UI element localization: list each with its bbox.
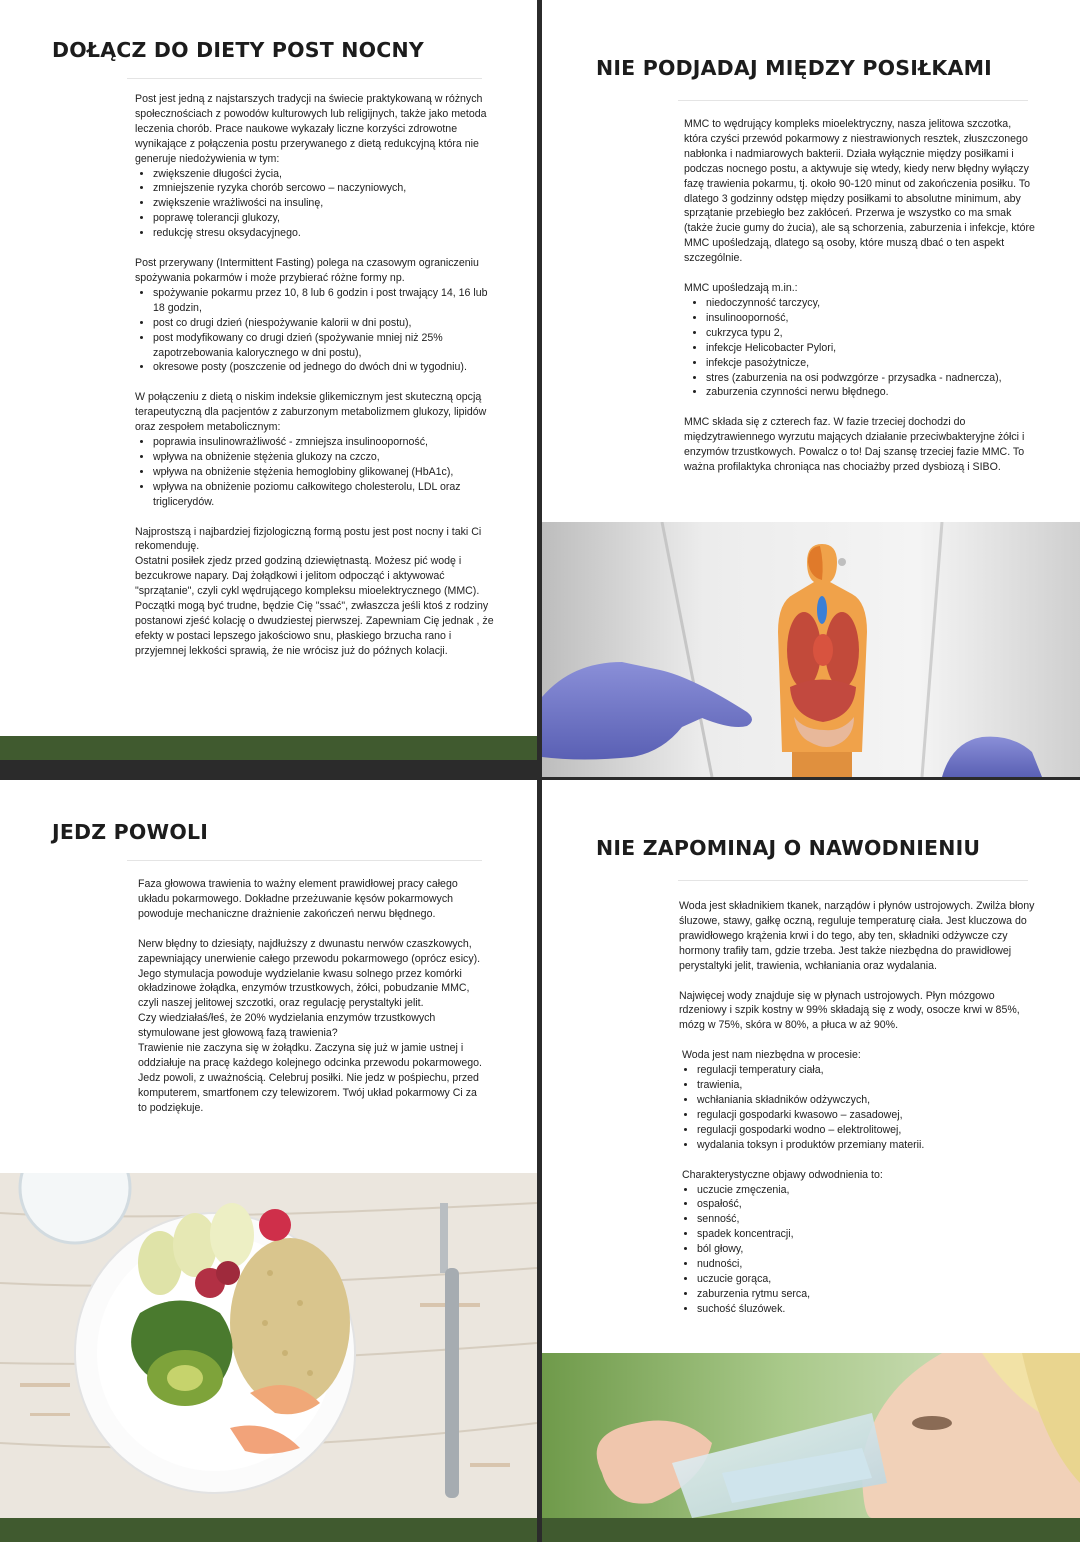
list-item: • okresowe posty (poszczenie od jednego do dwóch dni w tygodniu). [153, 360, 495, 375]
list-item: • regulacji temperatury ciała, [697, 1063, 1039, 1078]
list-item: • nudności, [697, 1257, 1039, 1272]
list-item: • post co drugi dzień (niespożywanie kalorii w dni postu), [153, 316, 495, 331]
gi-effects-list [135, 435, 495, 510]
paragraph: MMC to wędrujący kompleks mioelektryczny, nasza jelitowa szczotka, która czyści przewód pokarmowy z niestrawionych resztek, złuszczonego nabłonka i nadmiarowych bakterii. Działa wyłącznie między posiłkami i podczas nocnego postu, a aktywuje się wtedy, kiedy nerw błędny wyłączy fazę trawienia pokarmu, tj. około 90-120 minut od zakończenia posiłku. To dlatego 3 godzinny odstęp między posiłkami to absolutne minimum, aby sprzątanie przebiegło bez zakłóceń. Przerwa je wszystko co ma smak (także żucie gumy do żucia), ale są schorzenia, zaburzenia i infekcje, które MMC upośledzają, dlatego są osoby, które muszą dbać o ten aspekt szczególnie. [684, 118, 1035, 265]
paragraph: Nerw błędny to dziesiąty, najdłuższy z dwunastu nerwów czaszkowych, zapewniający unerwienie całego przewodu pokarmowego (oprócz esicy). Jego stymulacja powoduje wydzielanie kwasu solnego przez komórki okładzinowe żołądka, enzymów trzustkowych, żółci, pobudzanie MMC, czyli naszej jelitowej szczotki, oraz regulację perystaltyki jelit. [138, 937, 481, 1010]
list-item: • cukrzyca typu 2, [706, 326, 1036, 341]
list-item: • wpływa na obniżenie poziomu całkowitego cholesterolu, LDL oraz triglicerydów. [153, 480, 495, 510]
title-divider [678, 100, 1028, 101]
paragraph: Faza głowowa trawienia to ważny element prawidłowej pracy całego układu pokarmowego. Dokładne przeżuwanie kęsów pokarmowych powoduje mechaniczne drażnienie zakończeń nerwu błędnego. [138, 878, 458, 920]
page-title: JEDZ POWOLI [52, 820, 209, 844]
article-body [135, 92, 495, 659]
paragraph: Jedz powoli, z uważnością. Celebruj posiłki. Nie jedz w pośpiechu, przed komputerem, smartfonem czy telewizorem. Twój układ pokarmowy Ci za to podziękuje. [138, 1071, 479, 1114]
list-item: • zaburzenia rytmu serca, [697, 1287, 1039, 1302]
paragraph: Post jest jedną z najstarszych tradycji na świecie praktykowaną w różnych społecznościach z powodów kulturowych lub religijnych, także jako metoda leczenia chorób. Prace naukowe wykazały liczne korzyści zdrowotne wynikające z połączenia postu przerywanego z dietą redukcyjną która nie generuje niedożywienia w tym: [135, 93, 487, 165]
list-item: • poprawę tolerancji glukozy, [153, 211, 495, 226]
drinking-water-photo [542, 1353, 1080, 1518]
list-item: • zwiększenie wrażliwości na insulinę, [153, 196, 495, 211]
article-body [679, 899, 1039, 1317]
list-item: • zmniejszenie ryzyka chorób sercowo – naczyniowych, [153, 181, 495, 196]
anatomy-model-photo [542, 522, 1080, 777]
list-item: • senność, [697, 1212, 1039, 1227]
list-item: • redukcję stresu oksydacyjnego. [153, 226, 495, 241]
page-title: NIE PODJADAJ MIĘDZY POSIŁKAMI [596, 56, 993, 80]
healthy-meal-photo [0, 1173, 537, 1518]
list-item: • wydalania toksyn i produktów przemiany materii. [697, 1138, 1039, 1153]
page-hydration [542, 780, 1080, 1542]
benefits-list [135, 167, 495, 242]
list-item: • trawienia, [697, 1078, 1039, 1093]
list-item: • ból głowy, [697, 1242, 1039, 1257]
list-item: • suchość śluzówek. [697, 1302, 1039, 1317]
list-item: • ospałość, [697, 1197, 1039, 1212]
article-body [138, 877, 488, 1116]
footer-bar [0, 1518, 537, 1542]
paragraph: Woda jest nam niezbędna w procesie: [682, 1049, 861, 1062]
paragraph: Post przerywany (Intermittent Fasting) polega na czasowym ograniczeniu spożywania pokarmów i może przybierać różne formy np. [135, 257, 479, 284]
list-item: • spadek koncentracji, [697, 1227, 1039, 1242]
list-item: • stres (zaburzenia na osi podwzgórze - przysadka - nadnercza), [706, 371, 1036, 386]
paragraph: Woda jest składnikiem tkanek, narządów i płynów ustrojowych. Zwilża błony śluzowe, stawy, gałkę oczną, reguluje temperaturę ciała. Jest kluczowa do prawidłowego krążenia krwi i do tego, aby ten, składniki odżywcze czy hormony trafiły tam, gdzie trzeba. Jest także niezbędna do prawidłowej perystaltyki jelit, trawienia, wchłaniania oraz wydalania. [679, 900, 1035, 972]
paragraph: Czy wiedziałaś/łeś, że 20% wydzielania enzymów trzustkowych stymulowane jest głowową fazą trawienia? [138, 1012, 436, 1040]
list-item: • insulinooporność, [706, 311, 1036, 326]
page-no-snacking [542, 0, 1080, 777]
fasting-forms-list [135, 286, 495, 375]
impairments-list [684, 296, 1036, 400]
page-title: NIE ZAPOMINAJ O NAWODNIENIU [596, 836, 981, 860]
list-item: • uczucie zmęczenia, [697, 1183, 1039, 1198]
page-diet-night-fast [0, 0, 537, 760]
list-item: • uczucie gorąca, [697, 1272, 1039, 1287]
paragraph: MMC składa się z czterech faz. W fazie trzeciej dochodzi do międzytrawiennego wyrzutu mających działanie przeciwbakteryjne żółci i enzymów trzustkowych. Powalcz o to! Daj szansę trzeciej fazie MMC. To ważna profilaktyka chroniąca nas chociażby przed dysbiozą i SIBO. [684, 416, 1025, 474]
list-item: • post modyfikowany co drugi dzień (spożywanie mniej niż 25% zapotrzebowania kalorycznego w dni postu), [153, 331, 495, 361]
list-item: • infekcje Helicobacter Pylori, [706, 341, 1036, 356]
paragraph: Ostatni posiłek zjedz przed godziną dziewiętnastą. Możesz pić wodę i bezcukrowe napary. Daj żołądkowi i jelitom odpocząć i aktywować "sprzątanie", czyli cykl wędrującego kompleksu mioelektrycznego (MMC). Początki mogą być trudne, będzie Cię "ssać", zwłaszcza jeśli ktoś z rodziny postanowi zjeść kolację o dwudziestej pierwszej. Zapewniam Cię jednak , że efekty w postaci lepszego jakościowo snu, płaskiego brzucha rano i przyjemnej lekkości sprawią, że nie wrócisz już do późnych kolacji. [135, 555, 494, 657]
list-item: • niedoczynność tarczycy, [706, 296, 1036, 311]
title-divider [127, 860, 482, 861]
list-item: • zaburzenia czynności nerwu błędnego. [706, 385, 1036, 400]
symptoms-list [679, 1183, 1039, 1317]
paragraph: W połączeniu z dietą o niskim indeksie glikemicznym jest skuteczną opcją terapeutyczną dla pacjentów z zaburzonym metabolizmem glukozy, lipidów oraz zespołem metabolicznym: [135, 391, 487, 434]
list-item: • poprawia insulinowrażliwość - zmniejsza insulinooporność, [153, 435, 495, 450]
page-eat-slowly [0, 780, 537, 1542]
processes-list [679, 1063, 1039, 1152]
paragraph: Najwięcej wody znajduje się w płynach ustrojowych. Płyn mózgowo rdzeniowy i szpik kostny w 99% składają się z wody, osocze krwi w 85%, mózg w 75%, skóra w 80%, a płuca w aż 90%. [679, 989, 1020, 1032]
title-divider [678, 880, 1028, 881]
paragraph: Najprostszą i najbardziej fizjologiczną formą postu jest post nocny i taki Ci rekomenduję. [135, 525, 482, 553]
list-item: • regulacji gospodarki wodno – elektrolitowej, [697, 1123, 1039, 1138]
footer-bar [542, 1518, 1080, 1542]
title-divider [127, 78, 482, 79]
article-body [684, 117, 1036, 475]
paragraph: Charakterystyczne objawy odwodnienia to: [682, 1168, 883, 1181]
list-item: • regulacji gospodarki kwasowo – zasadowej, [697, 1108, 1039, 1123]
list-item: • wchłaniania składników odżywczych, [697, 1093, 1039, 1108]
list-item: • wpływa na obniżenie stężenia glukozy na czczo, [153, 450, 495, 465]
list-item: • spożywanie pokarmu przez 10, 8 lub 6 godzin i post trwający 14, 16 lub 18 godzin, [153, 286, 495, 316]
footer-bar [0, 736, 537, 760]
page-title: DOŁĄCZ DO DIETY POST NOCNY [52, 38, 424, 62]
paragraph: MMC upośledzają m.in.: [684, 282, 798, 295]
list-item: • zwiększenie długości życia, [153, 167, 495, 182]
paragraph: Trawienie nie zaczyna się w żołądku. Zaczyna się już w jamie ustnej i oddziałuje na pracę każdego kolejnego odcinka przewodu pokarmowego. [138, 1042, 482, 1069]
list-item: • infekcje pasożytnicze, [706, 356, 1036, 371]
list-item: • wpływa na obniżenie stężenia hemoglobiny glikowanej (HbA1c), [153, 465, 495, 480]
